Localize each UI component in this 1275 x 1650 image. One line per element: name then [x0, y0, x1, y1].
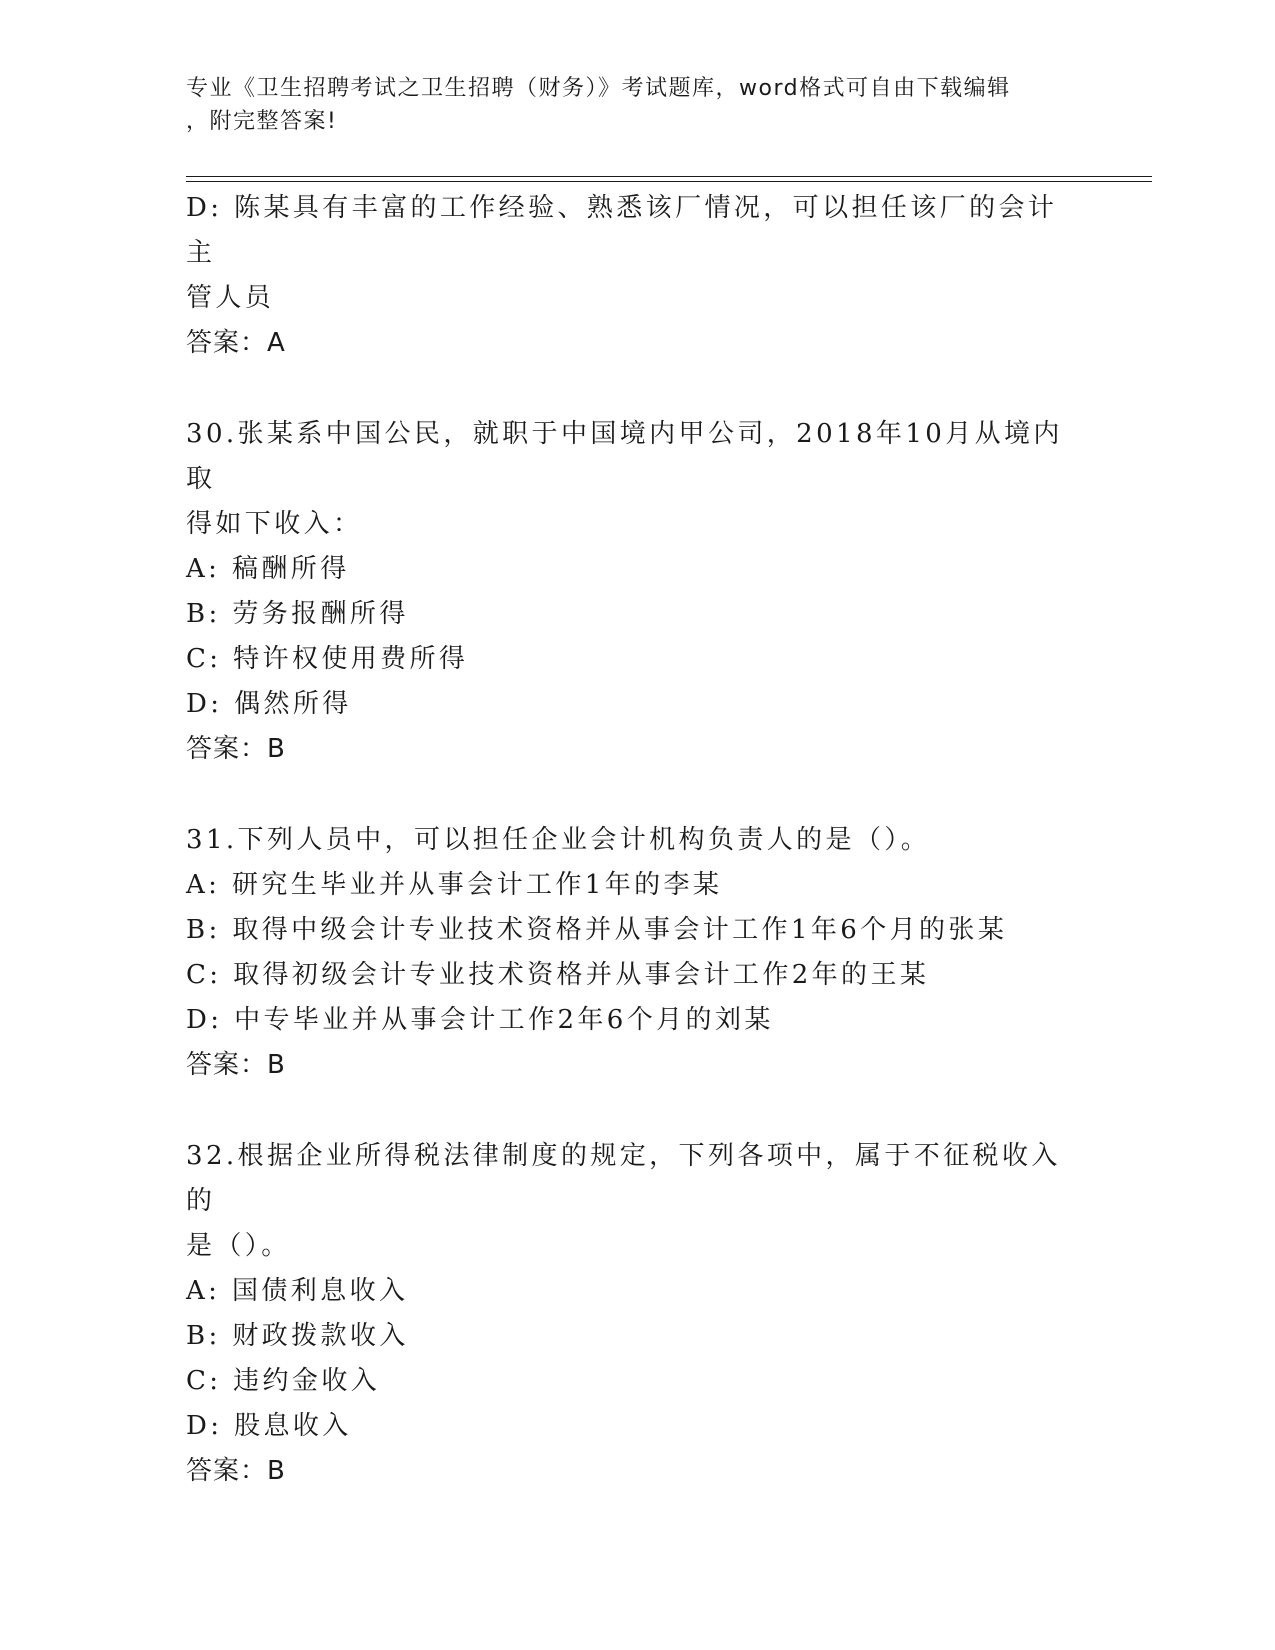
- option-b: B: 取得中级会计专业技术资格并从事会计工作1年6个月的张某: [186, 915, 1008, 945]
- question-30: [186, 412, 1086, 772]
- option-a: A: 国债利息收入: [186, 1276, 409, 1306]
- question-31: [186, 818, 1086, 1088]
- option-c: C: 取得初级会计专业技术资格并从事会计工作2年的王某: [186, 960, 930, 990]
- option-c: C: 违约金收入: [186, 1366, 381, 1396]
- answer: 答案：B: [186, 1456, 286, 1486]
- question-stem: 31.下列人员中，可以担任企业会计机构负责人的是（）。: [186, 825, 931, 855]
- header-line-2: ，附完整答案!: [186, 109, 338, 134]
- question-stem: 32.根据企业所得税法律制度的规定，下列各项中，属于不征税收入的: [186, 1141, 1061, 1216]
- option-b: B: 劳务报酬所得: [186, 599, 409, 629]
- option-d: D: 中专毕业并从事会计工作2年6个月的刘某: [186, 1005, 774, 1035]
- question-stem-continued: 是（）。: [186, 1231, 291, 1261]
- option-b: B: 财政拨款收入: [186, 1321, 409, 1351]
- option-d: D: 陈某具有丰富的工作经验、熟悉该厂情况，可以担任该厂的会计主: [186, 193, 1058, 268]
- answer: 答案：A: [186, 328, 286, 358]
- option-a: A: 稿酬所得: [186, 554, 350, 584]
- option-d-continued: 管人员: [186, 283, 275, 313]
- header-divider-bottom: [186, 181, 1152, 182]
- document-body: [186, 186, 1086, 1494]
- answer: 答案：B: [186, 1050, 286, 1080]
- question-fragment: [186, 186, 1086, 366]
- question-32: [186, 1134, 1086, 1494]
- option-c: C: 特许权使用费所得: [186, 644, 469, 674]
- header-line-1: 专业《卫生招聘考试之卫生招聘（财务）》考试题库，word格式可自由下载编辑: [186, 76, 1011, 101]
- option-d: D: 股息收入: [186, 1411, 352, 1441]
- header-divider-top: [186, 176, 1152, 177]
- question-stem-continued: 得如下收入：: [186, 509, 363, 539]
- option-d: D: 偶然所得: [186, 689, 352, 719]
- option-a: A: 研究生毕业并从事会计工作1年的李某: [186, 870, 723, 900]
- document-header: [186, 72, 1086, 138]
- answer: 答案：B: [186, 734, 286, 764]
- question-stem: 30.张某系中国公民，就职于中国境内甲公司，2018年10月从境内取: [186, 419, 1063, 494]
